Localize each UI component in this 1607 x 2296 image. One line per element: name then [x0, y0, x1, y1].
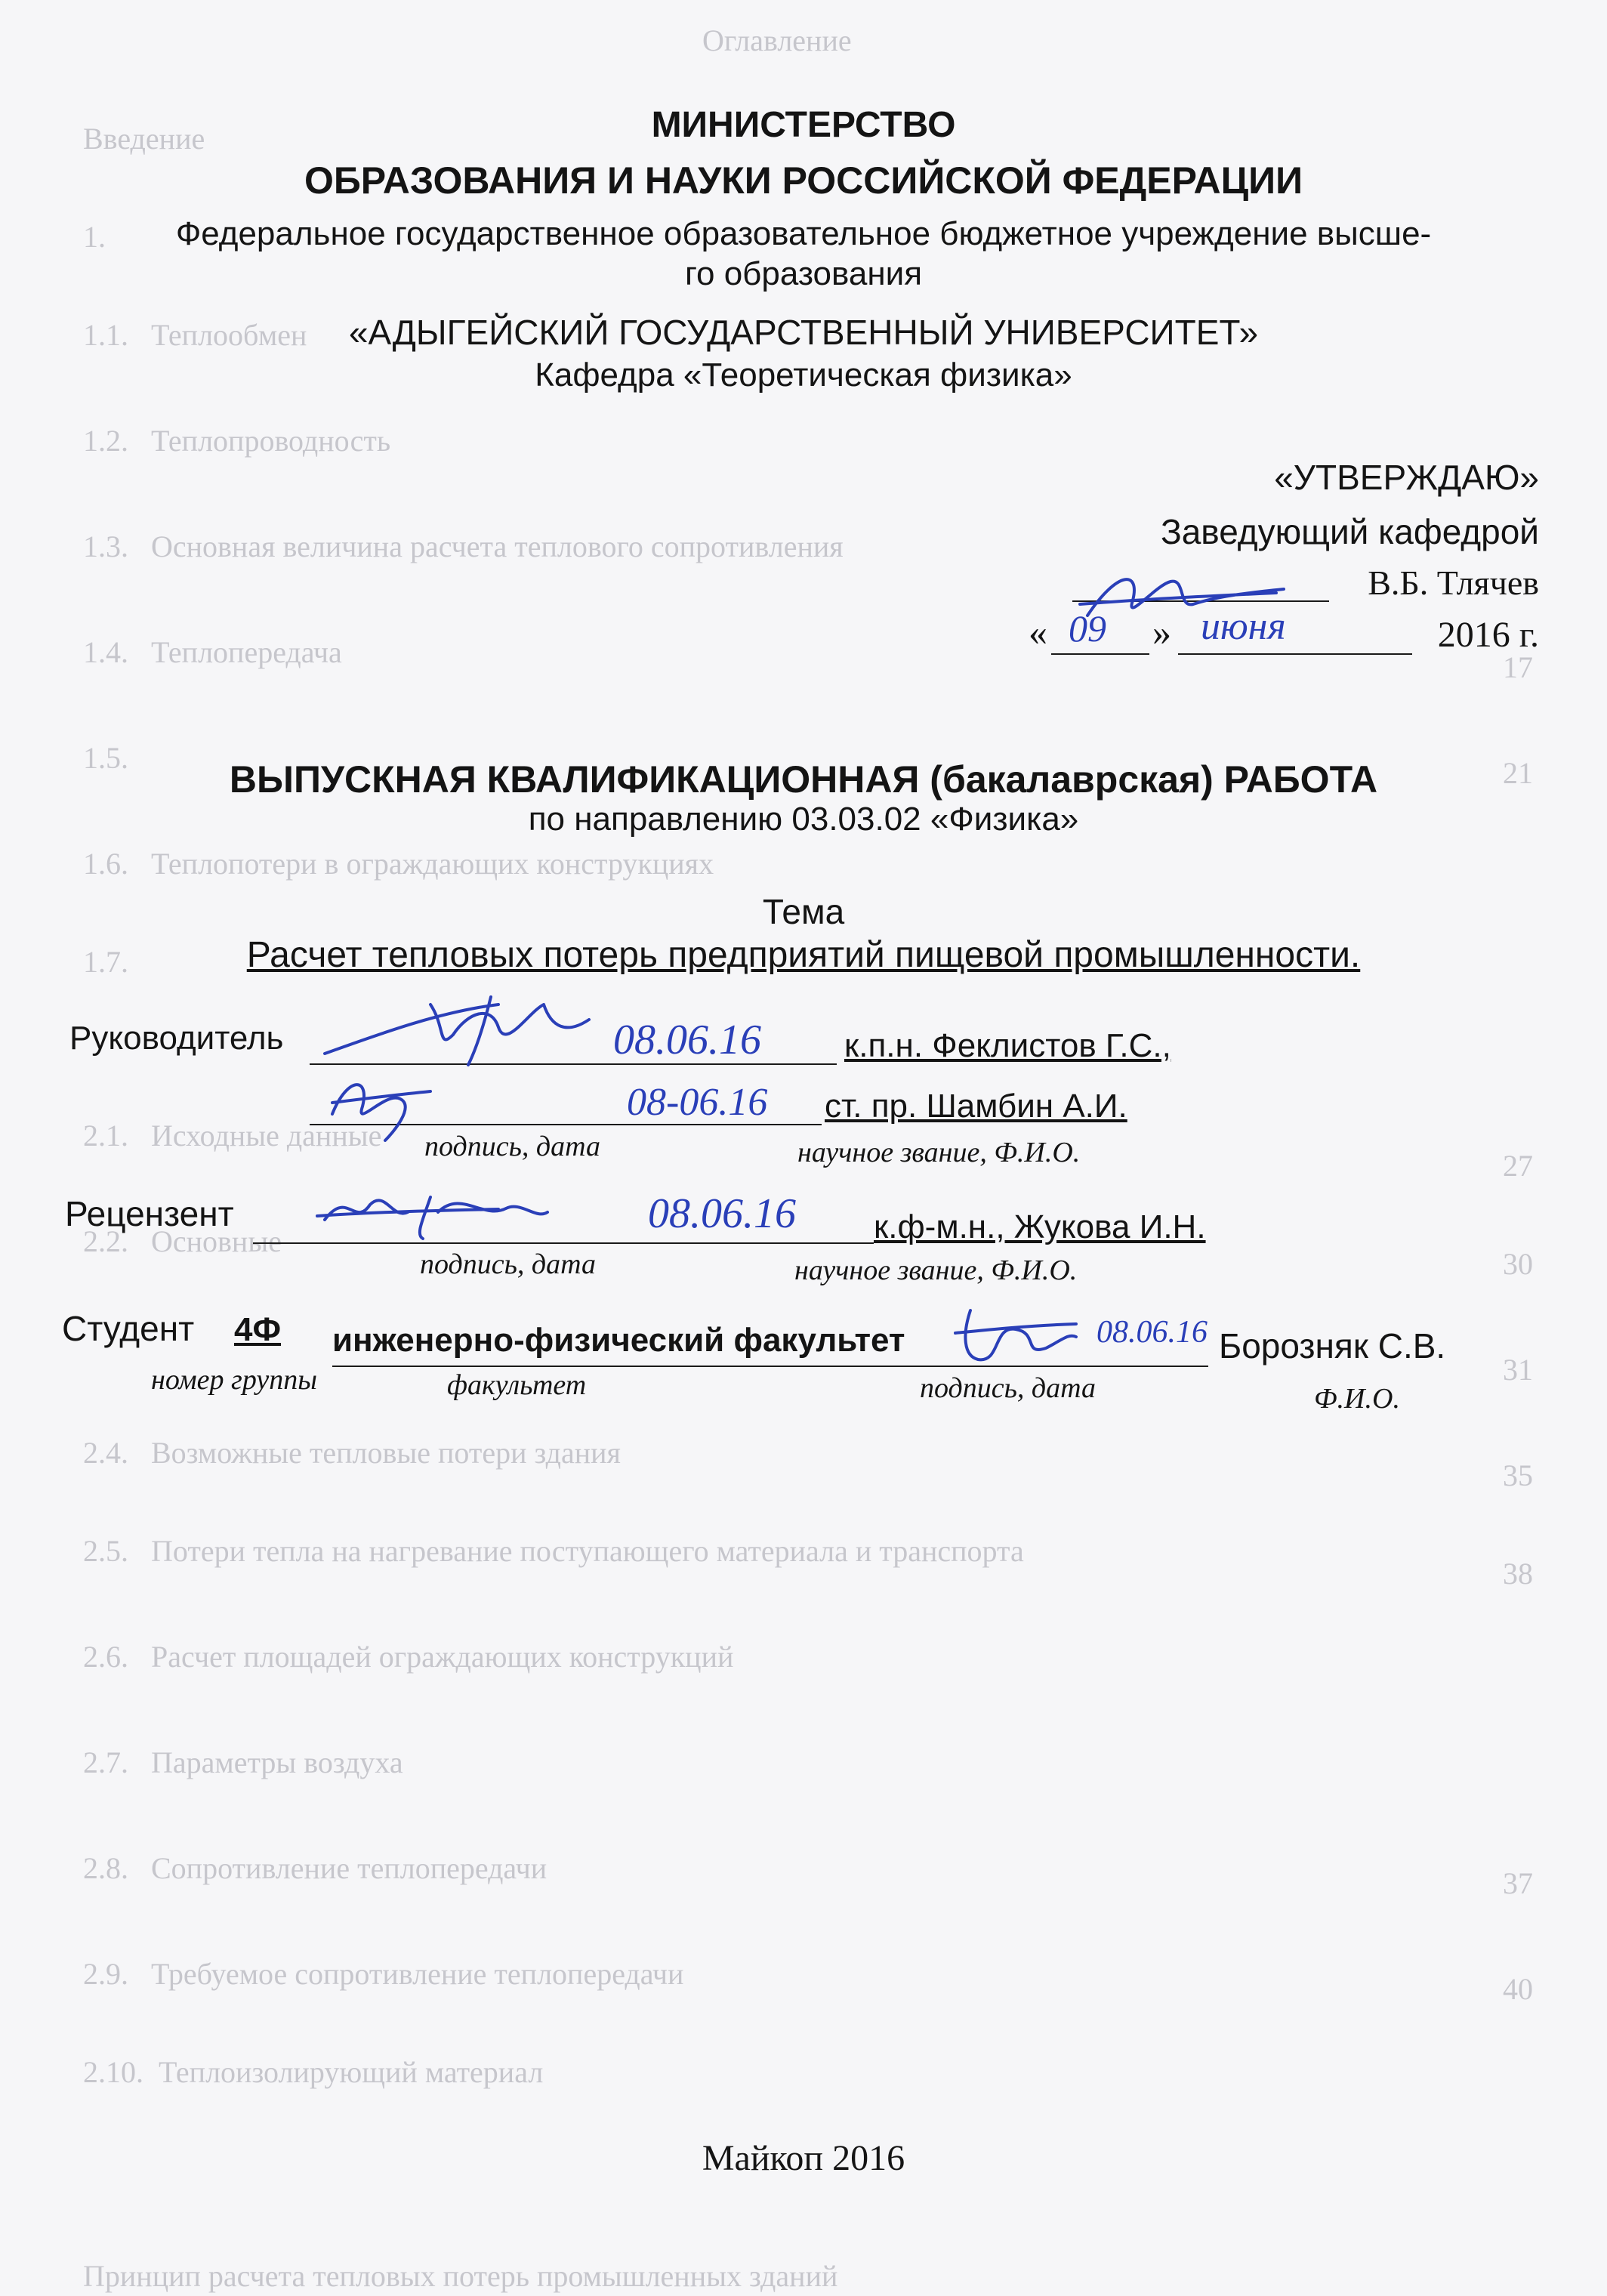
student-name: Борозняк С.В.	[1219, 1326, 1446, 1366]
student-group: 4Ф	[234, 1311, 282, 1348]
supervisor-signature-1	[317, 982, 634, 1072]
approval-head-name: В.Б. Тлячев	[1368, 563, 1539, 602]
student-caption-faculty: факультет	[447, 1369, 587, 1401]
reviewer-signature	[310, 1174, 559, 1250]
reviewer-caption-sign: подпись, дата	[420, 1248, 597, 1280]
student-label: Студент	[62, 1309, 195, 1348]
supervisor-date-2: 08-06.16	[627, 1081, 768, 1124]
city-year: Майкоп 2016	[702, 2138, 905, 2178]
topic-title: Расчет тепловых потерь предприятий пищевой промышленности.	[246, 935, 1361, 975]
reviewer-name: к.ф-м.н., Жукова И.Н.	[874, 1208, 1206, 1245]
student-caption-name: Ф.И.О.	[1314, 1383, 1400, 1415]
supervisor-caption-sign: подпись, дата	[424, 1131, 601, 1162]
work-direction: по направлению 03.03.02 «Физика»	[528, 801, 1079, 838]
supervisor-label: Руководитель	[69, 1020, 284, 1057]
approval-day: 09	[1069, 607, 1106, 650]
student-signature	[948, 1288, 1084, 1371]
topic-label: Тема	[762, 892, 845, 931]
student-caption-group: номер группы	[151, 1364, 317, 1396]
reviewer-date: 08.06.16	[648, 1190, 796, 1237]
student-caption-sign: подпись, дата	[920, 1372, 1097, 1404]
bleed-through-background: Оглавление Введение 1. 1.1. Теплообмен 1.2. Теплопроводность 1.3. Основная величина расчета теплового сопротивления 1.4. Теплопередача 17 1.5. 21 1.6. Теплопотери в ограждающих конструкциях 1.7. 2.1. Исходные данные 27 2.2. Основные 30 31 2.4. Возможные тепловые потери здания 35 2.5. Потери тепла на нагревание поступающего материала и транспорта 38 2.6. Расчет площадей ограждающих конструкций 2.7. Параметры воздуха 2.8. Сопротивление теплопередачи 37 2.9. Требуемое сопротивление теплопередачи 40 2.10. Теплоизолирующий материал Принцип расчета тепловых потерь промышленных зданий	[83, 23, 1533, 2293]
reviewer-caption-name: научное звание, Ф.И.О.	[794, 1254, 1078, 1286]
approval-year: 2016 г.	[1437, 615, 1539, 655]
department-name: Кафедра «Теоретическая физика»	[535, 356, 1072, 393]
supervisor-name-2: ст. пр. Шамбин А.И.	[825, 1088, 1127, 1125]
student-date: 08.06.16	[1097, 1315, 1208, 1350]
approval-day-line	[1051, 653, 1149, 655]
approval-signature	[1072, 563, 1299, 631]
supervisor-caption-name: научное звание, Ф.И.О.	[797, 1137, 1081, 1168]
ministry-line-1: МИНИСТЕРСТВО	[651, 105, 956, 145]
work-title: ВЫПУСКНАЯ КВАЛИФИКАЦИОННАЯ (бакалаврская) РАБОТА	[229, 758, 1378, 801]
university-name: «АДЫГЕЙСКИЙ ГОСУДАРСТВЕННЫЙ УНИВЕРСИТЕТ»	[348, 313, 1259, 352]
reviewer-label: Рецензент	[65, 1194, 234, 1233]
supervisor-name-1: к.п.н. Феклистов Г.С.,	[844, 1027, 1171, 1064]
approval-month: июня	[1201, 605, 1286, 648]
approval-title: «УТВЕРЖДАЮ»	[1274, 458, 1539, 497]
student-faculty: инженерно-физический факультет	[332, 1322, 905, 1359]
approval-position: Заведующий кафедрой	[1160, 512, 1539, 551]
approval-month-line	[1178, 653, 1412, 655]
approval-quote-open: «	[1029, 611, 1047, 653]
supervisor-date-1: 08.06.16	[613, 1017, 761, 1063]
ministry-line-2: ОБРАЗОВАНИЯ И НАУКИ РОССИЙСКОЙ ФЕДЕРАЦИИ	[304, 159, 1303, 202]
institution-line-1: Федеральное государственное образовательное бюджетное учреждение высше-	[175, 215, 1432, 252]
institution-line-2: го образования	[684, 255, 923, 292]
approval-quote-close: »	[1152, 611, 1171, 653]
